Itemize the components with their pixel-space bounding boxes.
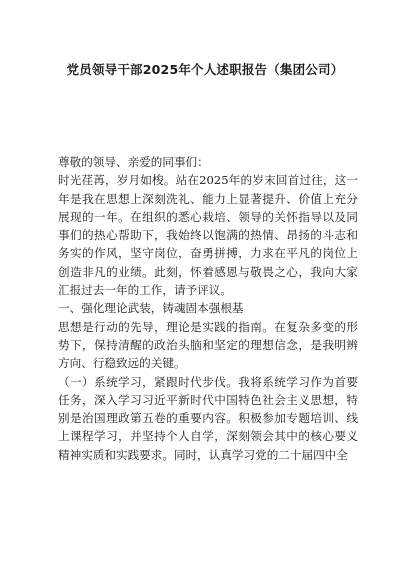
salutation: 尊敬的领导、亲爱的同事们：	[58, 155, 209, 169]
subsection-paragraph: （一）系统学习，紧跟时代步伐。我将系统学习作为首要任务，深入学习习近平新时代中国特色社会主义思想，特别是治国理政第五卷的重要内容。积极参加专题培训、线上课程学习，并坚持个人自学，深刻领会其中的核心要义精神实质和实践要求。同时，认真学习党的二十届四中全	[58, 374, 358, 462]
document-body	[58, 153, 358, 464]
section-paragraph: 思想是行动的先导，理论是实践的指南。在复杂多变的形势下，保持清醒的政治头脑和坚定的理想信念，是我明辨方向、行稳致远的关键。	[58, 319, 358, 371]
opening-paragraph: 时光荏苒，岁月如梭。站在2025年的岁末回首过往，这一年是我在思想上深刻洗礼、能力上显著提升、价值上充分展现的一年。在组织的悉心栽培、领导的关怀指导以及同事们的热心帮助下，我始终以饱满的热情、昂扬的斗志和务实的作风，坚守岗位，奋勇拼搏，力求在平凡的岗位上创造非凡的业绩。此刻，怀着感恩与敬畏之心，我向大家汇报过去一年的工作，请予评议。	[58, 173, 358, 298]
document-title: 党员领导干部2025年个人述职报告（集团公司）	[66, 62, 344, 77]
section-heading: 一、强化理论武装，铸魂固本强根基	[58, 301, 244, 316]
